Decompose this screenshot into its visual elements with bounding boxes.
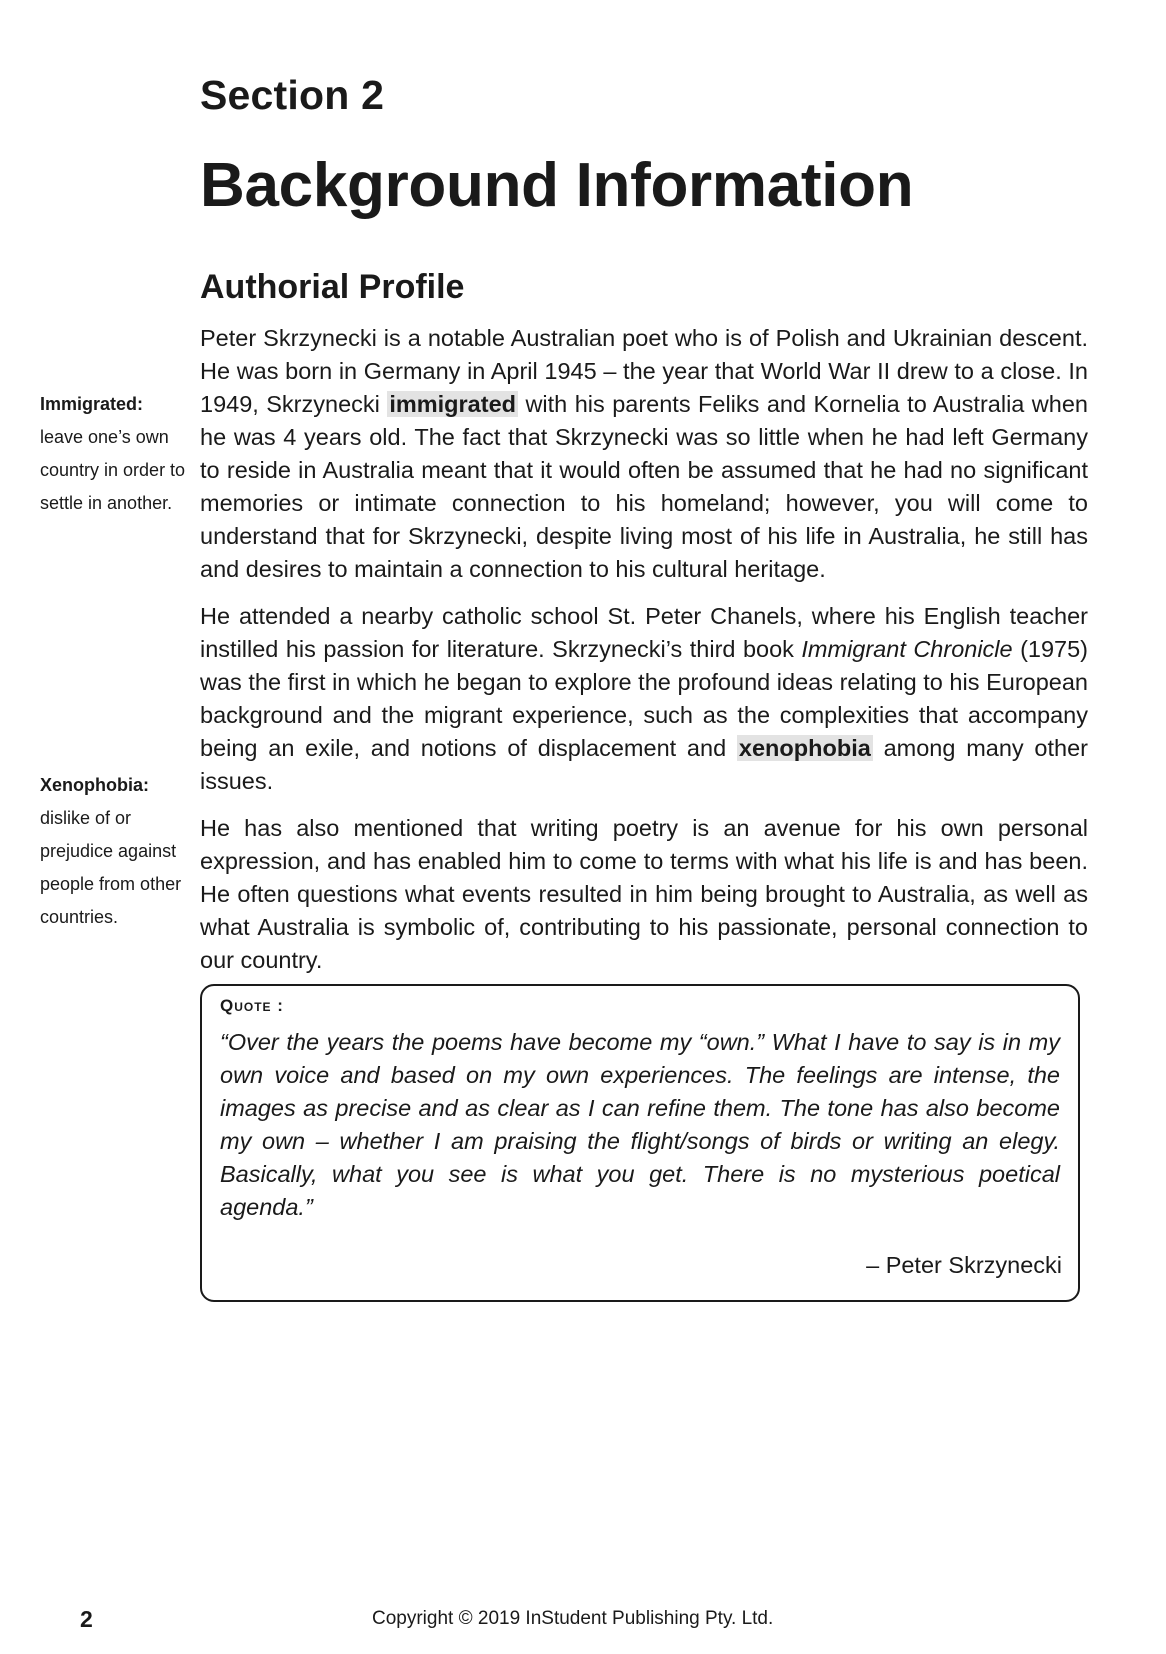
page-number: 2 [80,1606,93,1632]
authorial-profile-heading: Authorial Profile [200,268,465,306]
paragraph-text: (1975) was the first in which he began to explore the profound ideas relating to his European background and the migrant experience, such as the complexities that accompany being an exile, and notions of displacement and [200,636,1088,761]
paragraph-text: He attended a nearby catholic school St. Peter Chanels, where his English teacher instilled his passion for literature. Skrzynecki’s third book [200,603,1088,662]
glossary-term-highlight: immigrated [389,391,516,417]
glossary-term: Immigrated: [40,394,144,414]
book-title: Immigrant Chronicle [801,636,1013,662]
profile-paragraph-2 [200,600,1088,798]
section-label: Section 2 [200,72,385,118]
glossary-definition: dislike of or prejudice against people from other countries. [40,808,182,927]
paragraph-text: with his parents Feliks and Kornelia to Australia when he was 4 years old. The fact that Skrzynecki was so little when he had left Germany to reside in Australia meant that it would often be assumed that he had no significant memories or intimate connection to his homeland; however, you will come to understand that for Skrzynecki, despite living most of his life in Australia, he still has and desires to maintain a connection to his cultural heritage. [200,391,1088,582]
glossary-definition: leave one’s own country in order to settle in another. [40,427,186,513]
paragraph-text: Peter Skrzynecki is a notable Australian poet who is of Polish and Ukrainian descent. He was born in Germany in April 1945 – the year that World War II drew to a close. In 1949, Skrzynecki [200,325,1088,417]
paragraph-text: among many other issues. [200,735,1088,794]
glossary-note-xenophobia [40,769,190,934]
quote-text: “Over the years the poems have become my “own.” What I have to say is in my own voice and based on my own experiences. The feelings are intense, the images as precise and as clear as I can refine them. The tone has also become my own – whether I am praising the flight/songs of birds or writing an elegy. Basically, what you see is what you get. There is no mysterious poetical agenda.” [220,1029,1060,1220]
glossary-term: Xenophobia: [40,775,149,795]
copyright-notice: Copyright © 2019 InStudent Publishing Pty. Ltd. [372,1608,774,1629]
page-title: Background Information [200,151,914,220]
glossary-term-highlight: xenophobia [738,735,871,761]
profile-paragraph-3: He has also mentioned that writing poetry is an avenue for his own personal expression, and has enabled him to come to terms with what his life is and has been. He often questions what events resulted in him being brought to Australia, as well as what Australia is symbolic of, contributing to his passionate, personal connection to our country. [200,815,1088,973]
quote-attribution: – Peter Skrzynecki [866,1252,1062,1278]
quote-box [200,984,1080,1302]
glossary-note-immigrated [40,388,190,520]
quote-label: Quote : [220,996,284,1015]
profile-paragraph-1 [200,322,1088,586]
